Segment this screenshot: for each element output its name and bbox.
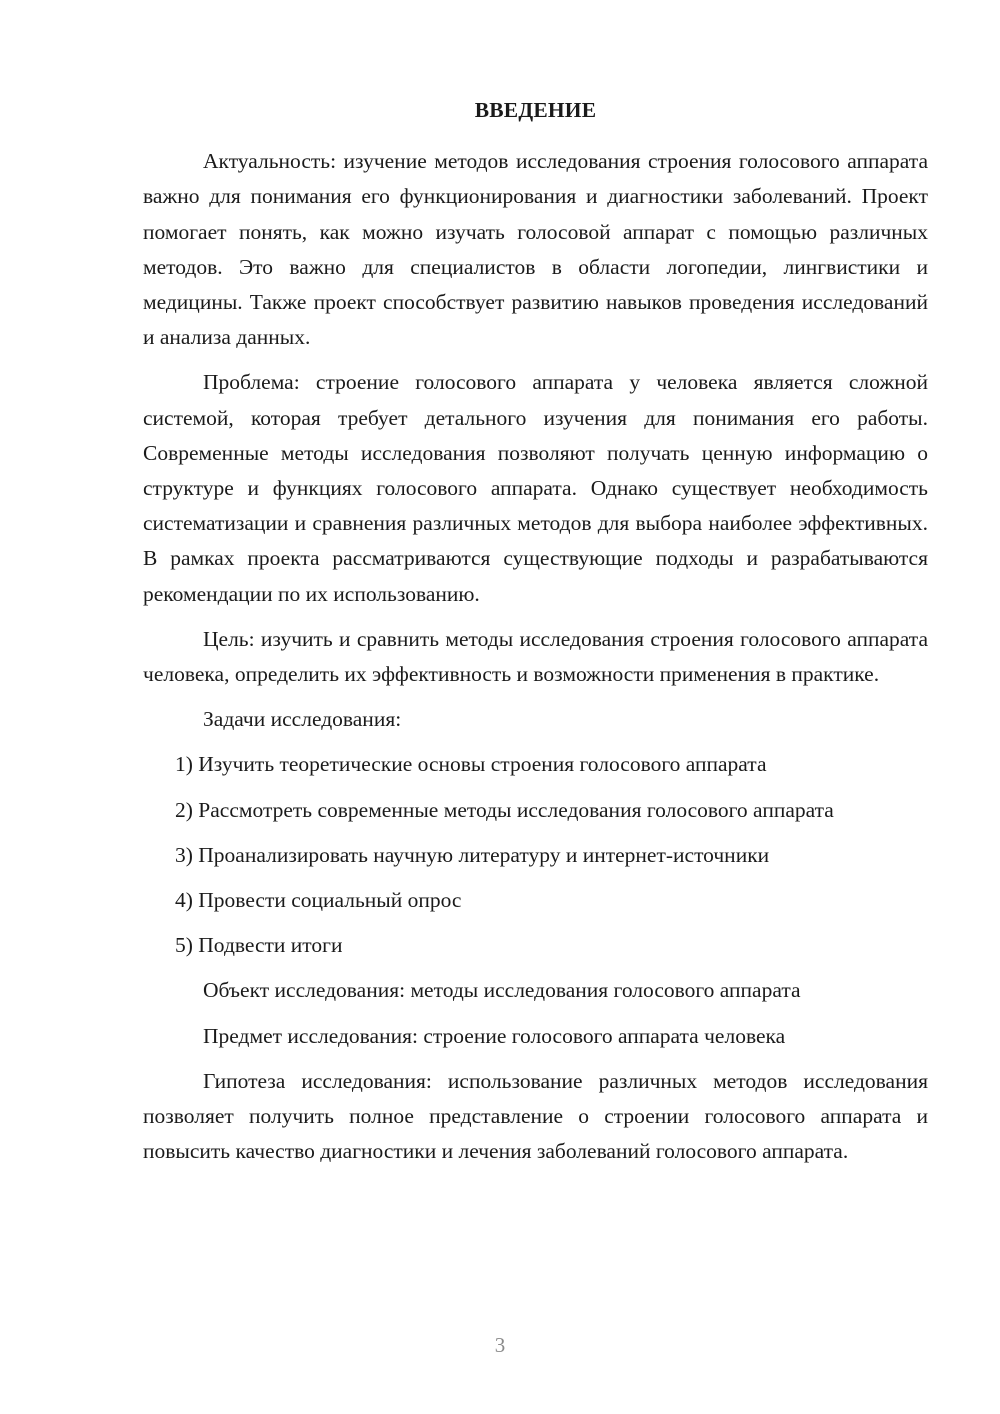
tasks-heading: Задачи исследования: xyxy=(203,707,402,732)
problem-paragraph: Проблема: строение голосового аппарата у человека является сложной системой, которая требует детального изучения для понимания его работы. Современные методы исследования позволяют получать ценную информацию о структуре и функциях голосового аппарата. Однако существует необходимость систематизации и сравнения различных методов для выбора наиболее эффективных. В рамках проекта рассматриваются существующие подходы и разрабатываются рекомендации по их использованию. xyxy=(143,370,928,606)
task-item: 2) Рассмотреть современные методы исследования голосового аппарата xyxy=(175,797,834,822)
tasks-list xyxy=(143,747,928,963)
hypothesis-paragraph: Гипотеза исследования: использование различных методов исследования позволяет получить полное представление о строении голосового аппарата и повысить качество диагностики и лечения заболеваний голосового аппарата. xyxy=(143,1068,928,1164)
page-title: ВВЕДЕНИЕ xyxy=(474,98,597,122)
relevance-paragraph: Актуальность: изучение методов исследования строения голосового аппарата важно для понимания его функционирования и диагностики заболеваний. Проект помогает понять, как можно изучать голосовой аппарат с помощью различных методов. Это важно для специалистов в области логопедии, лингвистики и медицины. Также проект способствует развитию навыков проведения исследований и анализа данных. xyxy=(143,149,928,350)
document-page xyxy=(143,93,928,1179)
page-number: 3 xyxy=(494,1333,506,1357)
task-item: 5) Подвести итоги xyxy=(175,933,343,958)
subject-paragraph: Предмет исследования: строение голосового аппарата человека xyxy=(203,1023,786,1048)
task-item: 4) Провести социальный опрос xyxy=(175,888,462,913)
object-paragraph: Объект исследования: методы исследования голосового аппарата xyxy=(203,978,801,1003)
task-item: 3) Проанализировать научную литературу и интернет-источники xyxy=(175,842,770,867)
task-item: 1) Изучить теоретические основы строения голосового аппарата xyxy=(175,752,767,777)
goal-paragraph: Цель: изучить и сравнить методы исследования строения голосового аппарата человека, определить их эффективность и возможности применения в практике. xyxy=(143,626,928,687)
